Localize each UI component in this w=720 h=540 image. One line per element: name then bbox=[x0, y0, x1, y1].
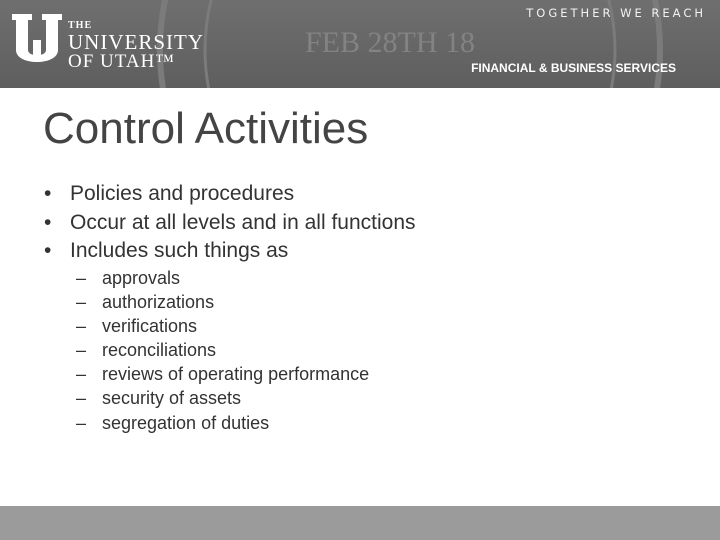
logo-of-utah-text: OF UTAH™ bbox=[68, 51, 175, 72]
sub-bullet-item: – approvals bbox=[76, 266, 369, 290]
slide-title: Control Activities bbox=[43, 104, 369, 153]
bullet-item: • Policies and procedures bbox=[44, 180, 416, 209]
sub-bullet-item: – segregation of duties bbox=[76, 411, 369, 435]
logo-university-text: UNIVERSITY bbox=[68, 30, 204, 54]
department-label: FINANCIAL & BUSINESS SERVICES bbox=[471, 61, 676, 75]
sub-bullet-item: – authorizations bbox=[76, 290, 369, 314]
header-banner bbox=[0, 0, 720, 88]
bullet-list bbox=[44, 180, 416, 266]
seal-text: FEB 28TH 18 bbox=[305, 26, 476, 59]
sub-bullet-item: – security of assets bbox=[76, 386, 369, 410]
footer-bar bbox=[0, 506, 720, 540]
logo-the-text: THE bbox=[68, 20, 93, 31]
sub-bullet-list bbox=[76, 266, 369, 435]
bullet-item: • Includes such things as bbox=[44, 237, 416, 266]
tagline: TOGETHER WE REACH bbox=[526, 6, 706, 20]
block-u-icon bbox=[12, 14, 62, 70]
sub-bullet-item: – reconciliations bbox=[76, 338, 369, 362]
sub-bullet-item: – verifications bbox=[76, 314, 369, 338]
bullet-item: • Occur at all levels and in all functions bbox=[44, 209, 416, 238]
sub-bullet-item: – reviews of operating performance bbox=[76, 362, 369, 386]
